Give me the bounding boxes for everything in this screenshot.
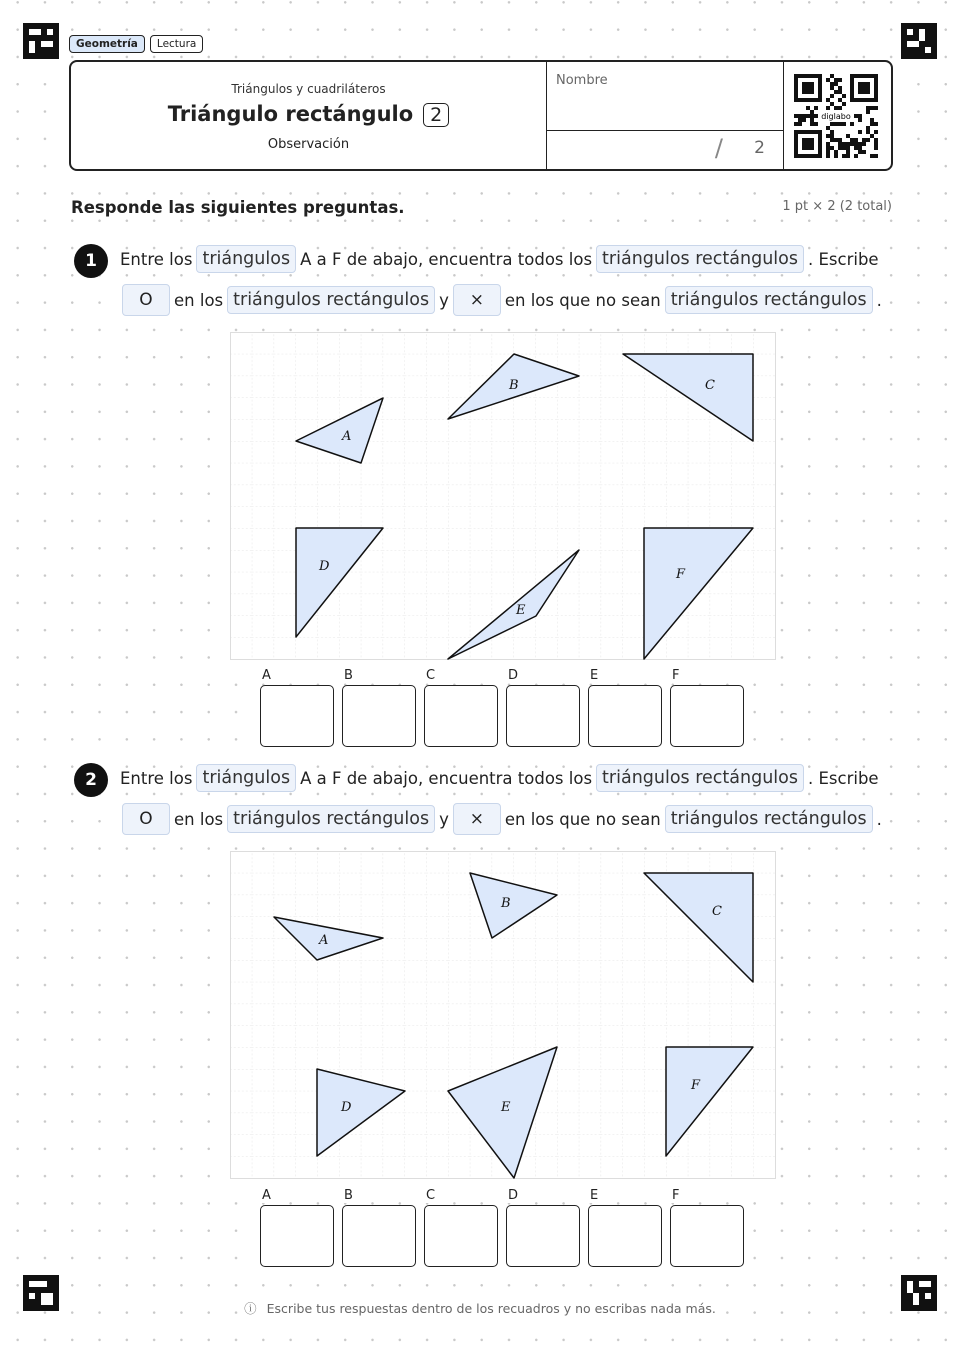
circle-symbol: O bbox=[122, 803, 170, 835]
answer-box-e[interactable] bbox=[588, 685, 662, 747]
answer-label: D bbox=[508, 1188, 519, 1203]
qr-caption: diglabo bbox=[821, 111, 851, 121]
triangle-grid-q2 bbox=[230, 851, 776, 1179]
answer-box-a[interactable] bbox=[260, 1205, 334, 1267]
triangle-label-a: A bbox=[342, 429, 352, 444]
triangle-label-e: E bbox=[516, 603, 526, 618]
cross-symbol: × bbox=[453, 284, 501, 316]
keyword-chip: triángulos rectángulos bbox=[596, 245, 804, 273]
answer-label: F bbox=[672, 1188, 680, 1203]
keyword-chip: triángulos rectángulos bbox=[665, 286, 873, 314]
answer-label: F bbox=[672, 668, 680, 683]
answer-label: A bbox=[262, 668, 271, 683]
answer-cell bbox=[342, 668, 416, 747]
answer-cell bbox=[342, 1188, 416, 1267]
answer-label: D bbox=[508, 668, 519, 683]
triangle-label-f: F bbox=[691, 1078, 701, 1093]
triangle-label-b: B bbox=[509, 378, 519, 393]
triangle-label-c: C bbox=[712, 904, 722, 919]
triangle-label-d: D bbox=[319, 559, 330, 574]
answer-label: B bbox=[344, 1188, 353, 1203]
triangle-label-d: D bbox=[341, 1100, 352, 1115]
page-title bbox=[71, 102, 546, 127]
question-text: A a F de abajo, encuentra todos los bbox=[300, 249, 593, 269]
answer-box-f[interactable] bbox=[670, 685, 744, 747]
section-label: Observación bbox=[267, 137, 350, 152]
question-text: y bbox=[439, 809, 449, 829]
score-total: 2 bbox=[754, 138, 765, 158]
question-number: 2 bbox=[74, 763, 108, 797]
keyword-chip: triángulos rectángulos bbox=[665, 805, 873, 833]
triangle-label-e: E bbox=[501, 1100, 511, 1115]
keyword-chip: triángulos bbox=[196, 245, 296, 273]
name-area bbox=[546, 62, 784, 169]
answer-cell bbox=[260, 1188, 334, 1267]
question-number: 1 bbox=[74, 244, 108, 278]
answer-label: C bbox=[426, 668, 436, 683]
question-text: . Escribe bbox=[808, 249, 879, 269]
triangle-label-a: A bbox=[319, 933, 329, 948]
qr-code bbox=[794, 74, 878, 158]
triangle-figure-q1 bbox=[230, 332, 776, 660]
footer-text: Escribe tus respuestas dentro de los recuadros y no escribas nada más. bbox=[264, 1301, 719, 1316]
keyword-chip: triángulos rectángulos bbox=[596, 764, 804, 792]
answer-box-f[interactable] bbox=[670, 1205, 744, 1267]
tag-lectura[interactable]: Lectura bbox=[150, 35, 203, 53]
answer-cell bbox=[670, 668, 744, 747]
question-text: A a F de abajo, encuentra todos los bbox=[300, 768, 593, 788]
answer-box-e[interactable] bbox=[588, 1205, 662, 1267]
question-text: en los que no sean bbox=[504, 290, 661, 310]
keyword-chip: triángulos bbox=[196, 764, 296, 792]
info-icon: ⓘ bbox=[241, 1301, 260, 1316]
answer-cell bbox=[260, 668, 334, 747]
score-slash: / bbox=[714, 134, 723, 162]
answer-label: C bbox=[426, 1188, 436, 1203]
keyword-chip: triángulos rectángulos bbox=[227, 286, 435, 314]
keyword-chip: triángulos rectángulos bbox=[227, 805, 435, 833]
corner-marker-top-left bbox=[23, 23, 59, 59]
answer-cell bbox=[588, 668, 662, 747]
question-text-line-2 bbox=[119, 284, 883, 316]
question-text: en los que no sean bbox=[504, 809, 661, 829]
question-text-line-1 bbox=[119, 764, 880, 792]
unit-subtitle: Triángulos y cuadriláteros bbox=[231, 82, 386, 96]
answer-row-q1 bbox=[260, 668, 744, 747]
answer-label: A bbox=[262, 1188, 271, 1203]
triangle-figure-q2 bbox=[230, 851, 776, 1179]
name-label: Nombre bbox=[556, 73, 608, 88]
answer-box-d[interactable] bbox=[506, 1205, 580, 1267]
triangle-label-f: F bbox=[676, 567, 686, 582]
question-text: en los bbox=[174, 290, 224, 310]
question-text: . bbox=[876, 290, 882, 310]
question-text: . Escribe bbox=[808, 768, 879, 788]
circle-symbol: O bbox=[122, 284, 170, 316]
answer-cell bbox=[506, 668, 580, 747]
answer-cell bbox=[588, 1188, 662, 1267]
answer-cell bbox=[424, 668, 498, 747]
worksheet-header bbox=[69, 60, 893, 171]
answer-cell bbox=[670, 1188, 744, 1267]
tag-geometria[interactable]: Geometría bbox=[69, 35, 145, 53]
instructions: Responde las siguientes preguntas. bbox=[71, 198, 405, 217]
question-text: en los bbox=[174, 809, 224, 829]
question-text: Entre los bbox=[120, 768, 193, 788]
title-block bbox=[71, 62, 546, 169]
cross-symbol: × bbox=[453, 803, 501, 835]
question-text: . bbox=[876, 809, 882, 829]
answer-box-b[interactable] bbox=[342, 685, 416, 747]
answer-cell bbox=[506, 1188, 580, 1267]
footer-note bbox=[0, 1299, 960, 1317]
points-summary: 1 pt × 2 (2 total) bbox=[782, 199, 892, 214]
answer-label: E bbox=[590, 1188, 599, 1203]
answer-box-a[interactable] bbox=[260, 685, 334, 747]
answer-box-c[interactable] bbox=[424, 1205, 498, 1267]
answer-row-q2 bbox=[260, 1188, 744, 1267]
answer-box-c[interactable] bbox=[424, 685, 498, 747]
name-divider bbox=[547, 130, 783, 131]
corner-marker-top-right bbox=[901, 23, 937, 59]
answer-cell bbox=[424, 1188, 498, 1267]
answer-label: B bbox=[344, 668, 353, 683]
answer-box-b[interactable] bbox=[342, 1205, 416, 1267]
tag-list bbox=[69, 35, 203, 53]
answer-label: E bbox=[590, 668, 599, 683]
question-text: y bbox=[439, 290, 449, 310]
question-text-line-2 bbox=[119, 803, 883, 835]
level-number: 2 bbox=[423, 103, 449, 127]
triangle-grid-q1 bbox=[230, 332, 776, 660]
question-text: Entre los bbox=[120, 249, 193, 269]
question-text-line-1 bbox=[119, 245, 880, 273]
answer-box-d[interactable] bbox=[506, 685, 580, 747]
triangle-label-c: C bbox=[705, 378, 715, 393]
title-text: Triángulo rectángulo bbox=[167, 102, 414, 126]
triangle-label-b: B bbox=[501, 896, 511, 911]
